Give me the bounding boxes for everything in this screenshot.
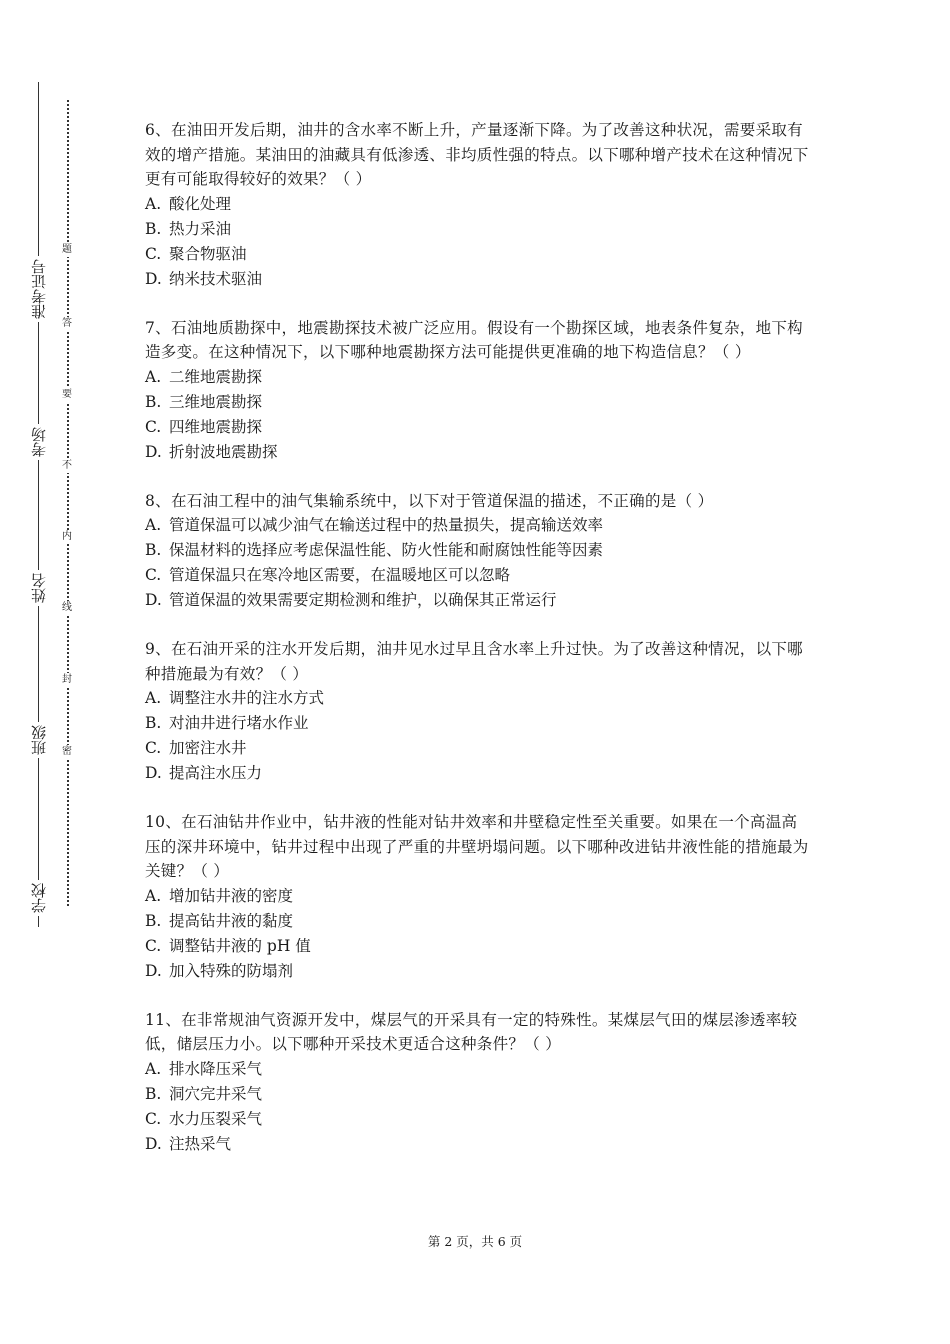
option-text: 折射波地震勘探: [169, 442, 278, 461]
option-letter: D.: [145, 764, 162, 782]
option-letter: A.: [145, 194, 162, 213]
question-10: [145, 810, 813, 984]
option-b: [145, 217, 813, 242]
seal-char: 密: [59, 745, 75, 759]
option-text: 提高钻井液的黏度: [169, 911, 294, 930]
option-letter: C.: [145, 244, 162, 263]
option-d: [145, 588, 813, 613]
option-letter: D.: [145, 961, 162, 980]
question-text: 6、在油田开发后期，油井的含水率不断上升，产量逐渐下降。为了改善这种状况，需要采取有效的增产措施。某油田的油藏具有低渗透、非均质性强的特点。以下哪种增产技术在这种情况下更有可能取得较好的效果？（ ）: [145, 121, 809, 188]
option-letter: D.: [145, 1134, 162, 1153]
option-c: [145, 242, 813, 267]
binding-label-school: 学校: [26, 880, 52, 916]
seal-char: 线: [59, 601, 75, 615]
option-text: 管道保温可以减少油气在输送过程中的热量损失，提高输送效率: [169, 516, 604, 534]
option-d: [145, 440, 813, 465]
option-letter: D.: [145, 269, 162, 288]
option-text: 增加钻井液的密度: [169, 886, 294, 905]
option-text: 注热采气: [169, 1134, 232, 1153]
binding-solid-line: [38, 82, 39, 927]
option-c: [145, 563, 813, 588]
option-text: 水力压裂采气: [169, 1109, 263, 1128]
option-text: 热力采油: [169, 219, 232, 238]
option-text: 加入特殊的防塌剂: [169, 961, 294, 980]
option-text: 四维地震勘探: [169, 417, 263, 436]
seal-char: 答: [59, 317, 75, 331]
option-text: 调整注水井的注水方式: [169, 689, 325, 707]
option-letter: B.: [145, 541, 162, 559]
option-a: [145, 686, 813, 711]
option-text: 聚合物驱油: [169, 244, 247, 263]
option-c: [145, 1107, 813, 1132]
option-d: [145, 267, 813, 292]
option-letter: B.: [145, 392, 162, 411]
option-letter: C.: [145, 417, 162, 436]
question-8: [145, 489, 813, 614]
seal-char: 题: [59, 243, 75, 257]
question-text: 10、在石油钻井作业中，钻井液的性能对钻井效率和井壁稳定性至关重要。如果在一个高温高压的深井环境中，钻井过程中出现了严重的井壁坍塌问题。以下哪种改进钻井液性能的措施最为关键？（ ）: [145, 813, 809, 880]
option-text: 管道保温只在寒冷地区需要，在温暖地区可以忽略: [169, 566, 511, 584]
option-b: [145, 538, 813, 563]
option-letter: C.: [145, 936, 162, 955]
question-list: [145, 118, 813, 1181]
option-a: [145, 884, 813, 909]
option-text: 对油井进行堵水作业: [169, 714, 309, 732]
option-text: 洞穴完井采气: [169, 1084, 263, 1103]
option-d: [145, 761, 813, 786]
option-letter: A.: [145, 367, 162, 386]
option-letter: B.: [145, 714, 162, 732]
option-d: [145, 959, 813, 984]
seal-char: 封: [59, 673, 75, 687]
option-text: 二维地震勘探: [169, 367, 263, 386]
page-number: 第 2 页，共 6 页: [427, 1234, 523, 1249]
option-b: [145, 390, 813, 415]
option-a: [145, 513, 813, 538]
option-a: [145, 192, 813, 217]
option-b: [145, 711, 813, 736]
option-text: 提高注水压力: [169, 764, 263, 782]
question-text: 7、石油地质勘探中，地震勘探技术被广泛应用。假设有一个勘探区域，地表条件复杂，地下构造多变。在这种情况下，以下哪种地震勘探方法可能提供更准确的地下构造信息？（ ）: [145, 318, 803, 361]
option-letter: A.: [145, 516, 162, 534]
option-a: [145, 1057, 813, 1082]
option-text: 纳米技术驱油: [169, 269, 263, 288]
question-7: [145, 316, 813, 465]
seal-char: 内: [59, 530, 75, 544]
question-text: 8、在石油工程中的油气集输系统中，以下对于管道保温的描述，不正确的是（ ）: [145, 491, 714, 510]
option-text: 加密注水井: [169, 739, 247, 757]
option-text: 调整钻井液的 pH 值: [169, 936, 311, 955]
binding-margin: [0, 0, 80, 1344]
option-text: 三维地震勘探: [169, 392, 263, 411]
binding-dotted-line: [67, 100, 69, 906]
option-c: [145, 415, 813, 440]
question-11: [145, 1008, 813, 1157]
seal-char: 不: [59, 459, 75, 473]
option-c: [145, 934, 813, 959]
option-d: [145, 1132, 813, 1157]
option-text: 管道保温的效果需要定期检测和维护，以确保其正常运行: [169, 591, 557, 609]
option-letter: B.: [145, 1084, 162, 1103]
question-6: [145, 118, 813, 292]
question-9: [145, 637, 813, 786]
option-letter: D.: [145, 591, 162, 609]
question-text: 11、在非常规油气资源开发中，煤层气的开采具有一定的特殊性。某煤层气田的煤层渗透率较低，储层压力小。以下哪种开采技术更适合这种条件？（ ）: [145, 1010, 798, 1053]
binding-label-exam-id: 准考证号: [26, 256, 52, 322]
option-letter: A.: [145, 689, 162, 707]
binding-label-class: 班级: [26, 722, 52, 758]
question-text: 9、在石油开采的注水开发后期，油井见水过早且含水率上升过快。为了改善这种情况，以下哪种措施最为有效？（ ）: [145, 640, 803, 683]
option-letter: C.: [145, 1109, 162, 1128]
option-letter: A.: [145, 886, 162, 905]
option-letter: C.: [145, 566, 162, 584]
option-letter: B.: [145, 219, 162, 238]
option-text: 排水降压采气: [169, 1059, 263, 1078]
option-a: [145, 365, 813, 390]
option-text: 保温材料的选择应考虑保温性能、防火性能和耐腐蚀性能等因素: [169, 541, 604, 559]
seal-char: 要: [59, 388, 75, 402]
option-b: [145, 909, 813, 934]
option-letter: C.: [145, 739, 162, 757]
binding-label-name: 姓名: [26, 570, 52, 606]
option-letter: A.: [145, 1059, 162, 1078]
option-text: 酸化处理: [169, 194, 232, 213]
option-letter: B.: [145, 911, 162, 930]
option-b: [145, 1082, 813, 1107]
binding-label-exam-room: 考场: [26, 424, 52, 460]
option-letter: D.: [145, 442, 162, 461]
option-c: [145, 736, 813, 761]
